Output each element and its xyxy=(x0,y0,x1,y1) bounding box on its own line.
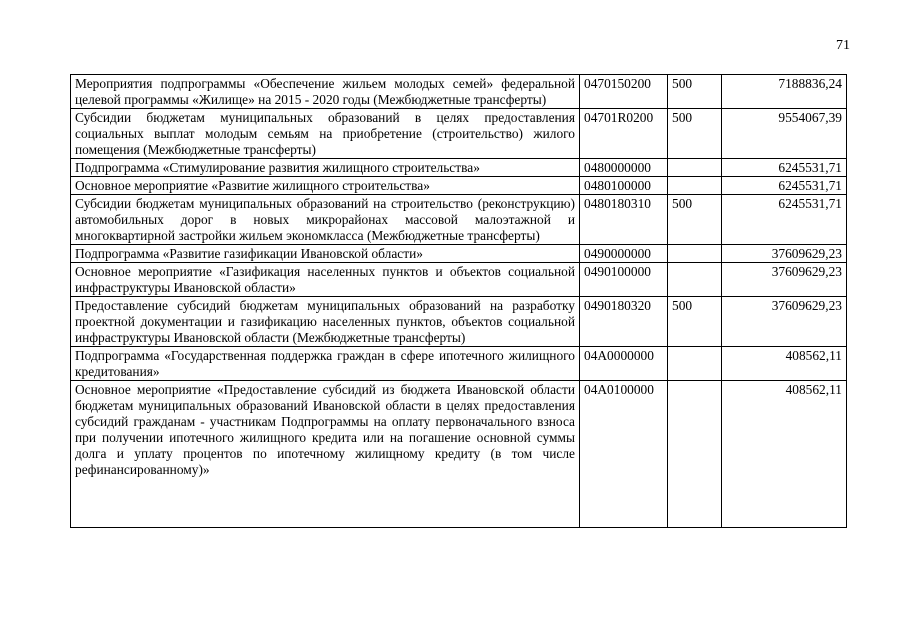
row-amount: 37609629,23 xyxy=(722,297,847,347)
table-row xyxy=(71,381,847,528)
table-row xyxy=(71,75,847,109)
row-code: 04А0100000 xyxy=(580,381,668,528)
row-type xyxy=(668,381,722,528)
table-row xyxy=(71,297,847,347)
row-description: Подпрограмма «Стимулирование развития жилищного строительства» xyxy=(71,159,580,177)
row-description: Мероприятия подпрограммы «Обеспечение жильем молодых семей» федеральной целевой программы «Жилище» на 2015 - 2020 годы (Межбюджетные трансферты) xyxy=(71,75,580,109)
row-type xyxy=(668,159,722,177)
row-amount: 37609629,23 xyxy=(722,245,847,263)
row-code: 04А0000000 xyxy=(580,347,668,381)
row-code: 0490100000 xyxy=(580,263,668,297)
row-code: 0490180320 xyxy=(580,297,668,347)
row-type: 500 xyxy=(668,75,722,109)
table-row xyxy=(71,109,847,159)
table-row xyxy=(71,177,847,195)
row-type: 500 xyxy=(668,195,722,245)
row-amount: 6245531,71 xyxy=(722,159,847,177)
page-number: 71 xyxy=(836,38,850,53)
row-amount: 37609629,23 xyxy=(722,263,847,297)
row-amount: 408562,11 xyxy=(722,381,847,528)
row-type: 500 xyxy=(668,109,722,159)
row-type: 500 xyxy=(668,297,722,347)
row-code: 0480180310 xyxy=(580,195,668,245)
row-code: 04701R0200 xyxy=(580,109,668,159)
row-description: Подпрограмма «Государственная поддержка граждан в сфере ипотечного жилищного кредитования» xyxy=(71,347,580,381)
row-code: 0480100000 xyxy=(580,177,668,195)
table-row xyxy=(71,245,847,263)
row-amount: 6245531,71 xyxy=(722,177,847,195)
row-code: 0480000000 xyxy=(580,159,668,177)
row-amount: 9554067,39 xyxy=(722,109,847,159)
row-type xyxy=(668,263,722,297)
row-code: 0470150200 xyxy=(580,75,668,109)
row-description: Субсидии бюджетам муниципальных образований на строительство (реконструкцию) автомобильных дорог в новых микрорайонах массовой малоэтажной и многоквартирной застройки жильем экономкласса (Межбюджетные трансферты) xyxy=(71,195,580,245)
row-amount: 7188836,24 xyxy=(722,75,847,109)
row-description: Предоставление субсидий бюджетам муниципальных образований на разработку проектной документации и газификацию населенных пунктов, объектов социальной инфраструктуры Ивановской области (Межбюджетные трансферты) xyxy=(71,297,580,347)
table-row xyxy=(71,195,847,245)
table-row xyxy=(71,159,847,177)
budget-table xyxy=(70,74,847,528)
row-amount: 6245531,71 xyxy=(722,195,847,245)
table-row xyxy=(71,263,847,297)
row-description: Субсидии бюджетам муниципальных образований в целях предоставления социальных выплат молодым семьям на приобретение (строительство) жилого помещения (Межбюджетные трансферты) xyxy=(71,109,580,159)
row-description: Основное мероприятие «Предоставление субсидий из бюджета Ивановской области бюджетам муниципальных образований Ивановской области в целях предоставления субсидий гражданам - участникам Подпрограммы на оплату первоначального взноса при получении ипотечного жилищного кредита или на погашение основной суммы долга и уплату процентов по ипотечному жилищному кредиту (в том числе рефинансированному)» xyxy=(71,381,580,528)
row-description: Подпрограмма «Развитие газификации Ивановской области» xyxy=(71,245,580,263)
row-code: 0490000000 xyxy=(580,245,668,263)
row-type xyxy=(668,177,722,195)
row-description: Основное мероприятие «Развитие жилищного строительства» xyxy=(71,177,580,195)
row-amount: 408562,11 xyxy=(722,347,847,381)
table-row xyxy=(71,347,847,381)
row-type xyxy=(668,347,722,381)
row-type xyxy=(668,245,722,263)
row-description: Основное мероприятие «Газификация населенных пунктов и объектов социальной инфраструктуры Ивановской области» xyxy=(71,263,580,297)
